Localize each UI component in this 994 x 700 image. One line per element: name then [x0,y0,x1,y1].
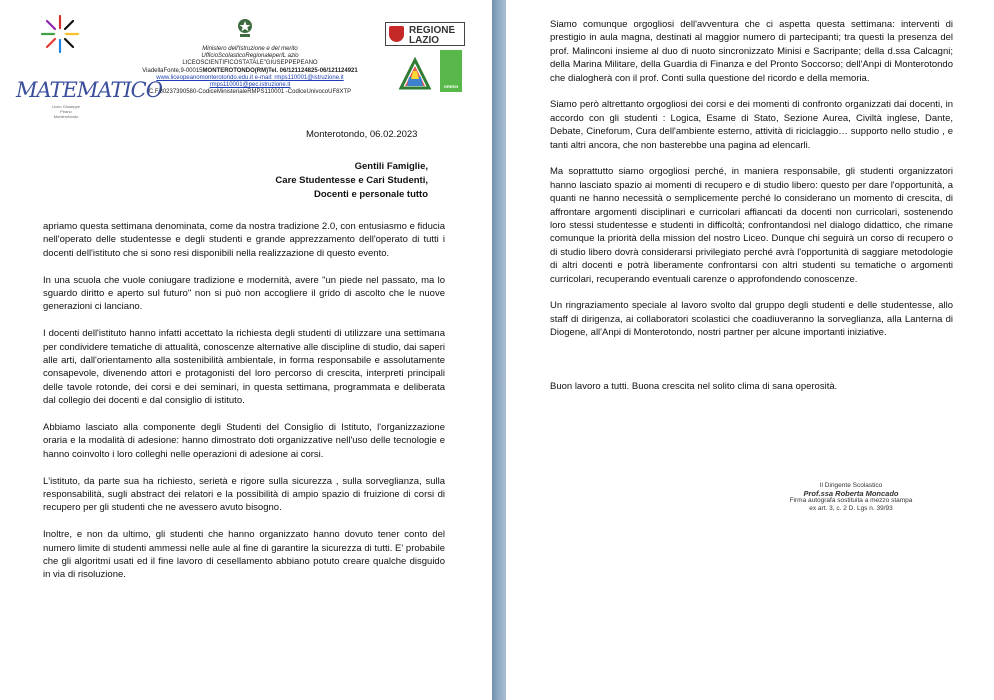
republic-emblem-icon [236,16,254,38]
codes-line: C.F.80237390580-CodiceMinisterialeRMPS110001 -CodiceUnivocoUF8XTP [148,89,352,96]
document-page-right [506,0,994,700]
signature-block [776,482,926,512]
letter-body-right [550,18,953,407]
signature-name: Prof.ssa Roberta Moncado [803,488,899,498]
regione-lazio-logo: REGIONE LAZIO [385,22,465,46]
body-paragraph: I docenti dell'istituto hanno infatti accettato la richiesta degli studenti di utilizzare una settimana per condividere tematiche di attualità, conoscenze alternative alle discipline di studio, dai saperi alle arti, dall'orientamento alla sostenibilità ambientale, in forma responsabile e assolutamente consapevole, divenendo attori e protagonisti del loro percorso di crescita, interpreti principali delle tavole rotonde, dei corsi e dei seminari, in questa settimana, programmata e deliberata dal collegio dei docenti e dal consiglio di istituto. [43,328,445,407]
lazio-shield-icon [389,26,404,42]
signature-role: Il Dirigente Scolastico [819,482,883,489]
school-header [112,46,388,96]
address-line: ViadellaFonte,9-00015MONTEROTONDO(RM)Tel. 06/121124825-06/121124921 [142,67,358,74]
body-paragraph: apriamo questa settimana denominata, come da nostra tradizione 2.0, con entusiasmo e fiducia nell'operato delle studentesse e degli studenti e grande apprezzamento dell'operato di tutti i docenti dell'istituto che si sono resi disponibili nella realizzazione di questo evento. [43,221,445,259]
logo-wordmark: MATEMATICO [16,78,162,102]
letter-body-left [43,220,445,595]
document-page-left [0,0,492,700]
page-gutter [492,0,506,700]
body-paragraph [550,353,953,366]
body-paragraph: L'istituto, da parte sua ha richiesto, serietà e rigore sulla sicurezza , sulla sorveglianza, sulla responsabilità, sugli abstract dei relatori e la possibilità di ampio spazio di fruizione di corsi di recupero per gli studenti che ne avessero avuto bisogno. [43,475,445,514]
greeting-line: Care Studentesse e Cari Studenti, [275,175,428,186]
body-paragraph: Un ringraziamento speciale al lavoro svolto dal gruppo degli studenti e delle studentesse, allo staff di dirigenza, ai collaboratori scolastici che coadiuveranno la sorveglianza, alla Lanterna di Diogene, all'Anpi di Monterotondo, nostri partner per alcune importanti iniziative. [550,300,953,339]
body-paragraph: In una scuola che vuole coniugare tradizione e modernità, avere "un piede nel passato, ma lo sguardo diritto e aperto sul futuro" non si può non accogliere il grido di ascolto che le nuove generazioni ci lanciano. [43,274,445,313]
body-paragraph: Siamo però altrettanto orgogliosi dei corsi e dei momenti di confronto organizzati dai docenti, in accordo con gli studenti : Logica, Esame di Stato, Sezione Aurea, Civiltà inglese, Dante, Debate, Cineforum, Cura dell'ambiente esterno, attività di riciclaggio… supporto nello studio , e tanti altri ancora, che non basterebbe una pagina ad elencarli. [550,99,953,151]
body-paragraph: Ma soprattutto siamo orgogliosi perché, in maniera responsabile, gli studenti organizzatori hanno lasciato spazio ai momenti di recupero e di studio libero: questo per dare l'opportunità, a quanti ne hanno necessità o semplicemente perché lo considerano un momento di crescita, di affrontare argomenti disciplinari e curricolari affiancati da docenti non curricolari, sostenendo loro stessi studentesse e studenti in difficoltà; confrontandosi nel dialogo didattico, che rimane comunque la priorità della mission del nostro Liceo. Dunque chi seguirà un corso di recupero o di studio libero dovrà considerarsi privilegiato perché avrà l'opportunità di saggiare metodologie di altri docenti e potrà liberamente confrontarsi con altri studenti su tematiche o argomenti curricolari, recuperando eventuali carenze o approfondendo conoscenze. [550,166,953,285]
letter-date: Monterotondo, 06.02.2023 [306,129,418,140]
closing-line: Buon lavoro a tutti. Buona crescita nel solito clima di sana operosità. [550,380,838,392]
pec-link[interactable]: rmps110001@pec.istruzione.it [209,82,291,89]
signature-note: ex art. 3, c. 2 D. Lgs n. 39/93 [809,504,893,512]
body-paragraph: Inoltre, e non da ultimo, gli studenti che hanno organizzato hanno dovuto tener conto del numero limite di studenti ammessi nelle aule al fine di garantire la sicurezza di tutti. E' probabile che gli algoritmi usati ed il fine lavoro di cesellamento abbiano potuto creare qualche disguido in via di risoluzione. [43,529,445,581]
greeting-line: Docenti e personale tutto [313,189,428,200]
logo-subtitle: Liceo Giuseppe Peano Monterotondo [52,104,80,119]
sun-logo-icon [40,14,80,54]
signature-note: Firma autografa sostituita a mezzo stampa [789,497,913,504]
ministry-line: Ministero dell'Istruzione e del merito [202,46,298,52]
colored-a-logo-icon [398,57,432,91]
school-name: LICEOSCIENTIFICOSTATALE"GIUSEPPEPEANO [182,60,318,67]
office-line: UfficioScolasticoRegionaleperIL azio [201,53,299,60]
greeting-block [275,160,428,202]
green-school-logo: GREEN [440,50,462,92]
body-paragraph: Siamo comunque orgogliosi dell'avventura che ci aspetta questa settimana: interventi di prestigio in aula magna, destinati al maggior numero di partecipanti; tra questi la presenza del prof. Malinconi insieme al duo di nuoto sincronizzato Minisi e Sacripante; della d.ssa Calcagni; della Marina Militare, della Guardia di Finanza e del Pronto Soccorso; dell'Anpi di Monterotondo che dialogherà con il prof. Conti sulla questione del ricordo e della memoria. [550,19,953,84]
web-email-link[interactable]: www.liceopeanomonterotondo.edu.it e-mail: rmps110001@istruzione.it [156,74,344,81]
greeting-line: Gentili Famiglie, [354,161,428,172]
body-paragraph: Abbiamo lasciato alla componente degli Studenti del Consiglio di Istituto, l'organizzazione oraria e la modalità di adesione: hanno dimostrato doti organizzative nell'uso delle tecnologie e hanno coinvolto i loro colleghi nelle operazioni di adesione ai corsi. [43,422,445,460]
